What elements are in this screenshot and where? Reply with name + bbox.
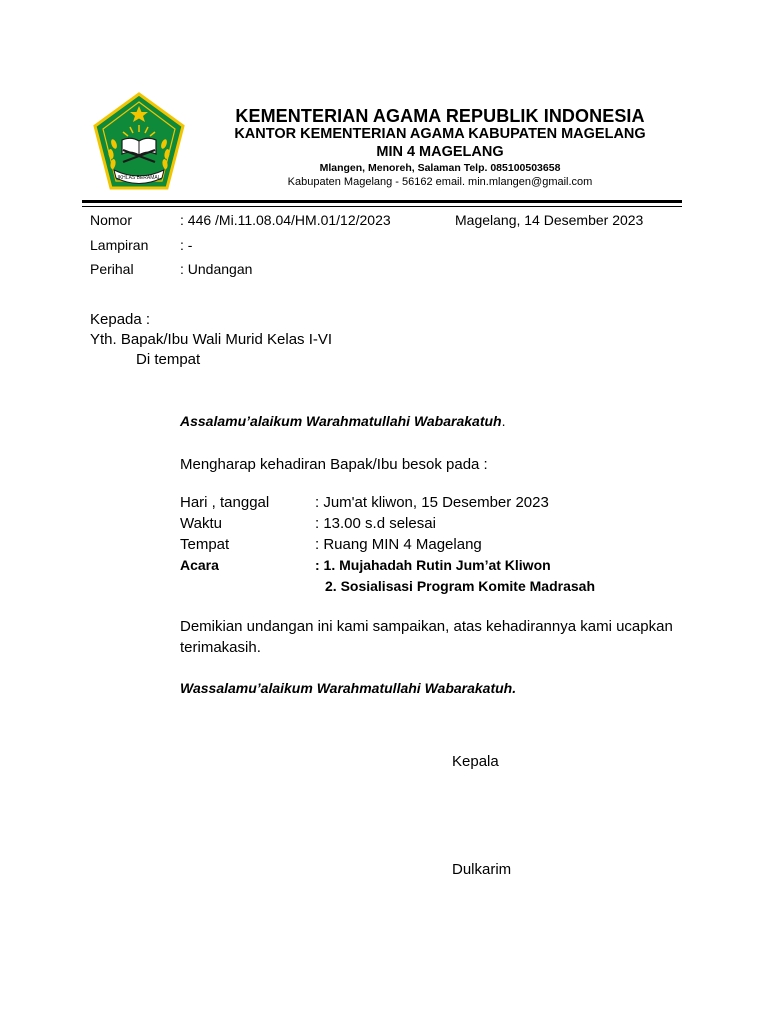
signature-title: Kepala [452,753,499,770]
header-rule-thin [82,206,682,207]
acara-label: Acara [180,557,219,573]
header-school: MIN 4 MAGELANG [376,144,504,160]
closing-line-2: terimakasih. [180,639,261,656]
header-rule-thick [82,200,682,203]
header-contact: Kabupaten Magelang - 56162 email. min.mlangen@gmail.com [287,176,593,188]
waktu-label: Waktu [180,515,222,532]
nomor-value: : 446 /Mi.11.08.04/HM.01/12/2023 [180,212,391,228]
intro-text: Mengharap kehadiran Bapak/Ibu besok pada : [180,456,488,473]
hari-value: : Jum'at kliwon, 15 Desember 2023 [315,494,549,511]
tempat-value: : Ruang MIN 4 Magelang [315,536,482,553]
lampiran-label: Lampiran [90,237,149,253]
recipient-place: Di tempat [136,351,201,368]
greeting-period: . [501,413,506,429]
closing-line-1: Demikian undangan ini kami sampaikan, atas kehadirannya kami ucapkan [180,618,673,635]
greeting-text: Assalamu’alaikum Warahmatullahi Wabarakatuh [180,413,502,429]
waktu-value: : 13.00 s.d selesai [315,515,436,532]
kemenag-logo [92,92,186,192]
nomor-label: Nomor [90,212,133,228]
lampiran-value: : - [180,237,193,253]
recipient-line: Yth. Bapak/Ibu Wali Murid Kelas I-VI [90,331,333,348]
greeting [180,413,506,430]
header-office: KANTOR KEMENTERIAN AGAMA KABUPATEN MAGELANG [234,126,646,142]
tempat-label: Tempat [180,536,230,553]
acara-item-2: 2. Sosialisasi Program Komite Madrasah [325,578,595,594]
signature-name: Dulkarim [452,861,512,878]
logo-ribbon-text: IKHLAS BERAMAL [117,175,161,181]
letter-date: Magelang, 14 Desember 2023 [455,212,644,228]
perihal-label: Perihal [90,261,134,277]
header-ministry: KEMENTERIAN AGAMA REPUBLIK INDONESIA [235,106,645,126]
kepada-label: Kepada : [90,311,151,328]
header-address: Mlangen, Menoreh, Salaman Telp. 085100503658 [319,162,561,174]
acara-item-1: : 1. Mujahadah Rutin Jum’at Kliwon [315,557,551,573]
perihal-value: : Undangan [180,261,253,277]
hari-label: Hari , tanggal [180,494,270,511]
farewell: Wassalamu’alaikum Warahmatullahi Wabarakatuh. [180,680,517,696]
